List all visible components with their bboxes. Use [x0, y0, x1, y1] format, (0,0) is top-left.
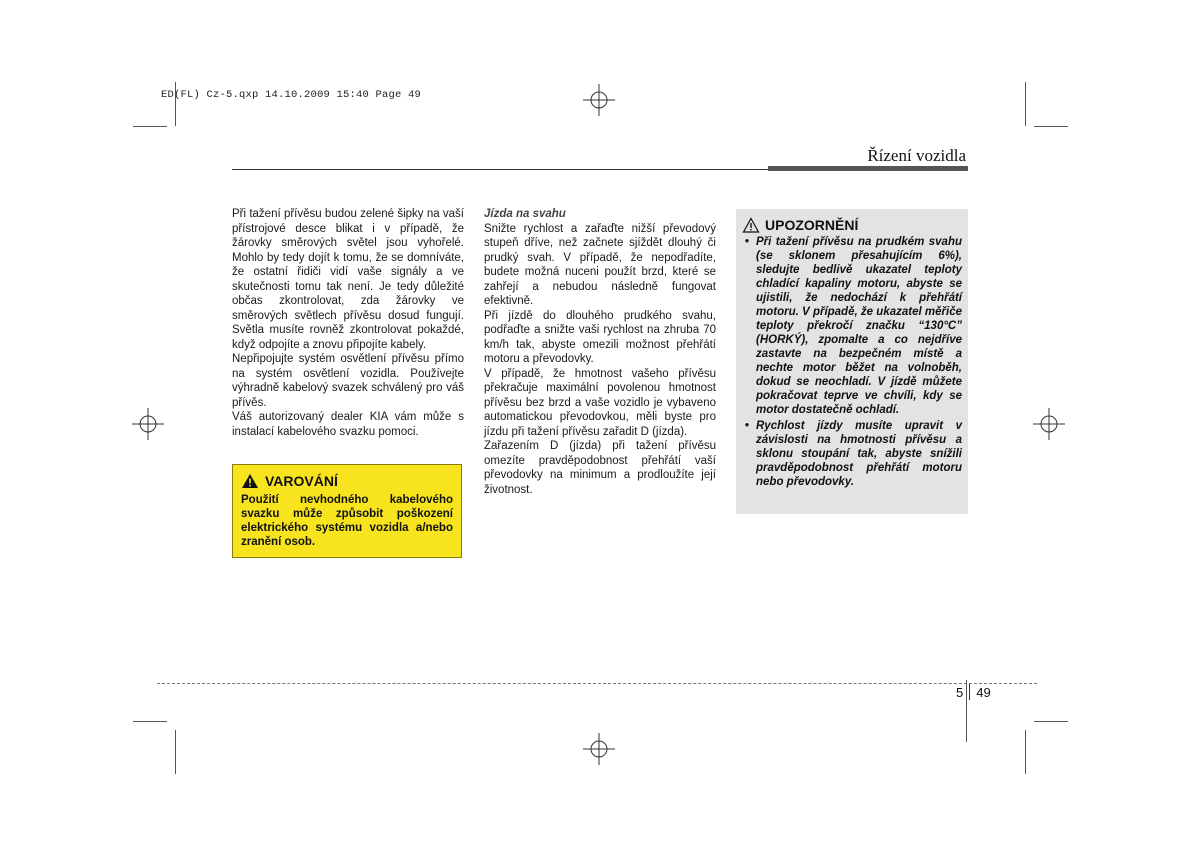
- page-number-value: 49: [976, 684, 991, 700]
- caution-item: • Při tažení přívěsu na prudkém svahu (se sklonem přesahujícím 6%), sledujte bedlivě ukazatel teploty chladící kapaliny motoru, abyste se ujistili, že nedochází k přehřátí motoru. V případě, že ukazatel měřiče teploty překročí značku “130°C” (HORKÝ), zpomalte a co nejdříve zastavte na bezpečném místě a nechte motor běžet na volnoběh, dokud se neochladí. V jízdě můžete pokračovat teprve ve chvíli, kdy se motor dostatečně ochladí.: [742, 235, 962, 417]
- crop-mark-top-right-h: [1034, 126, 1068, 127]
- paragraph: Při jízdě do dlouhého prudkého svahu, podřaďte a snižte vaši rychlost na zhruba 70 km/h tak, abyste omezili možnost přehřátí motoru a převodovky.: [484, 309, 716, 365]
- crop-mark-bottom-right-v: [1025, 730, 1026, 774]
- print-header: ED(FL) Cz-5.qxp 14.10.2009 15:40 Page 49: [161, 89, 422, 101]
- crop-mark-bottom-left-h: [133, 721, 167, 722]
- column-1: [232, 207, 464, 439]
- caution-heading: [742, 217, 962, 233]
- page-number: [956, 684, 991, 700]
- paragraph: Váš autorizovaný dealer KIA vám může s instalací kabelového svazku pomoci.: [232, 411, 464, 438]
- section-title: Řízení vozidla: [867, 146, 966, 165]
- warning-title: VAROVÁNÍ: [265, 473, 338, 489]
- footer-rule: [157, 683, 1037, 684]
- column-2: [484, 207, 716, 497]
- caution-title: UPOZORNĚNÍ: [765, 217, 859, 233]
- page-number-separator: [969, 684, 970, 700]
- registration-mark-icon: [583, 84, 615, 116]
- crop-mark-top-right-v: [1025, 82, 1026, 126]
- title-rule-thin: [232, 169, 768, 170]
- registration-mark-icon: [583, 733, 615, 765]
- caution-list: [742, 235, 962, 489]
- crop-mark-top-left-h: [133, 126, 167, 127]
- subheading: Jízda na svahu: [484, 208, 566, 220]
- crop-mark-bottom-left-v: [175, 730, 176, 774]
- caution-box: [736, 209, 968, 514]
- caution-triangle-icon: [742, 217, 760, 233]
- paragraph: V případě, že hmotnost vašeho přívěsu překračuje maximální povolenou hmotnost přívěsu bez brzd a vaše vozidlo je vybaveno automatickou převodovkou, měli byste pro jízdu při tažení přívěsu zařadit D (jízda).: [484, 367, 716, 438]
- registration-mark-icon: [1033, 408, 1065, 440]
- warning-heading: [241, 473, 453, 489]
- crop-mark-bottom-right-h: [1034, 721, 1068, 722]
- paragraph: Nepřipojujte systém osvětlení přívěsu přímo na systém osvětlení vozidla. Používejte výhradně kabelový svazek schválený pro váš přívěs.: [232, 353, 464, 409]
- chapter-number: 5: [956, 684, 964, 700]
- paragraph: Zařazením D (jízda) při tažení přívěsu omezíte pravděpodobnost přehřátí vaší převodovky na minimum a prodloužíte její životnost.: [484, 440, 716, 496]
- paragraph: Při tažení přívěsu budou zelené šipky na vaší přístrojové desce blikat i v případě, že žárovky směrových světel jsou vyhořelé. Mohlo by tedy dojít k tomu, že se domníváte, že ostatní řidiči vidí vaše signály a ve skutečnosti tomu tak není. Je tedy důležité občas zkontrolovat, zda žárovky ve směrových světlech přívěsu dosud fungují. Světla musíte rovněž zkontrolovat pokaždé, když odpojíte a znovu připojíte kabely.: [232, 208, 464, 351]
- caution-item: • Rychlost jízdy musíte upravit v závislosti na hmotnosti přívěsu a sklonu stoupání tak, abyste snížili pravděpodobnost přehřátí motoru nebo převodovky.: [742, 419, 962, 489]
- title-rule-thick: [768, 166, 968, 171]
- warning-box: [232, 464, 462, 558]
- paragraph: Snižte rychlost a zařaďte nižší převodový stupeň dříve, než začnete sjíždět dlouhý či prudký svah. V případě, že nepodřadíte, budete možná nuceni použít brzd, které se zahřejí a nebudou následně fungovat efektivně.: [484, 222, 716, 307]
- warning-triangle-icon: [241, 473, 259, 489]
- warning-text: Použití nevhodného kabelového svazku může způsobit poškození elektrického systému vozidla a/nebo zranění osob.: [241, 494, 453, 548]
- registration-mark-icon: [132, 408, 164, 440]
